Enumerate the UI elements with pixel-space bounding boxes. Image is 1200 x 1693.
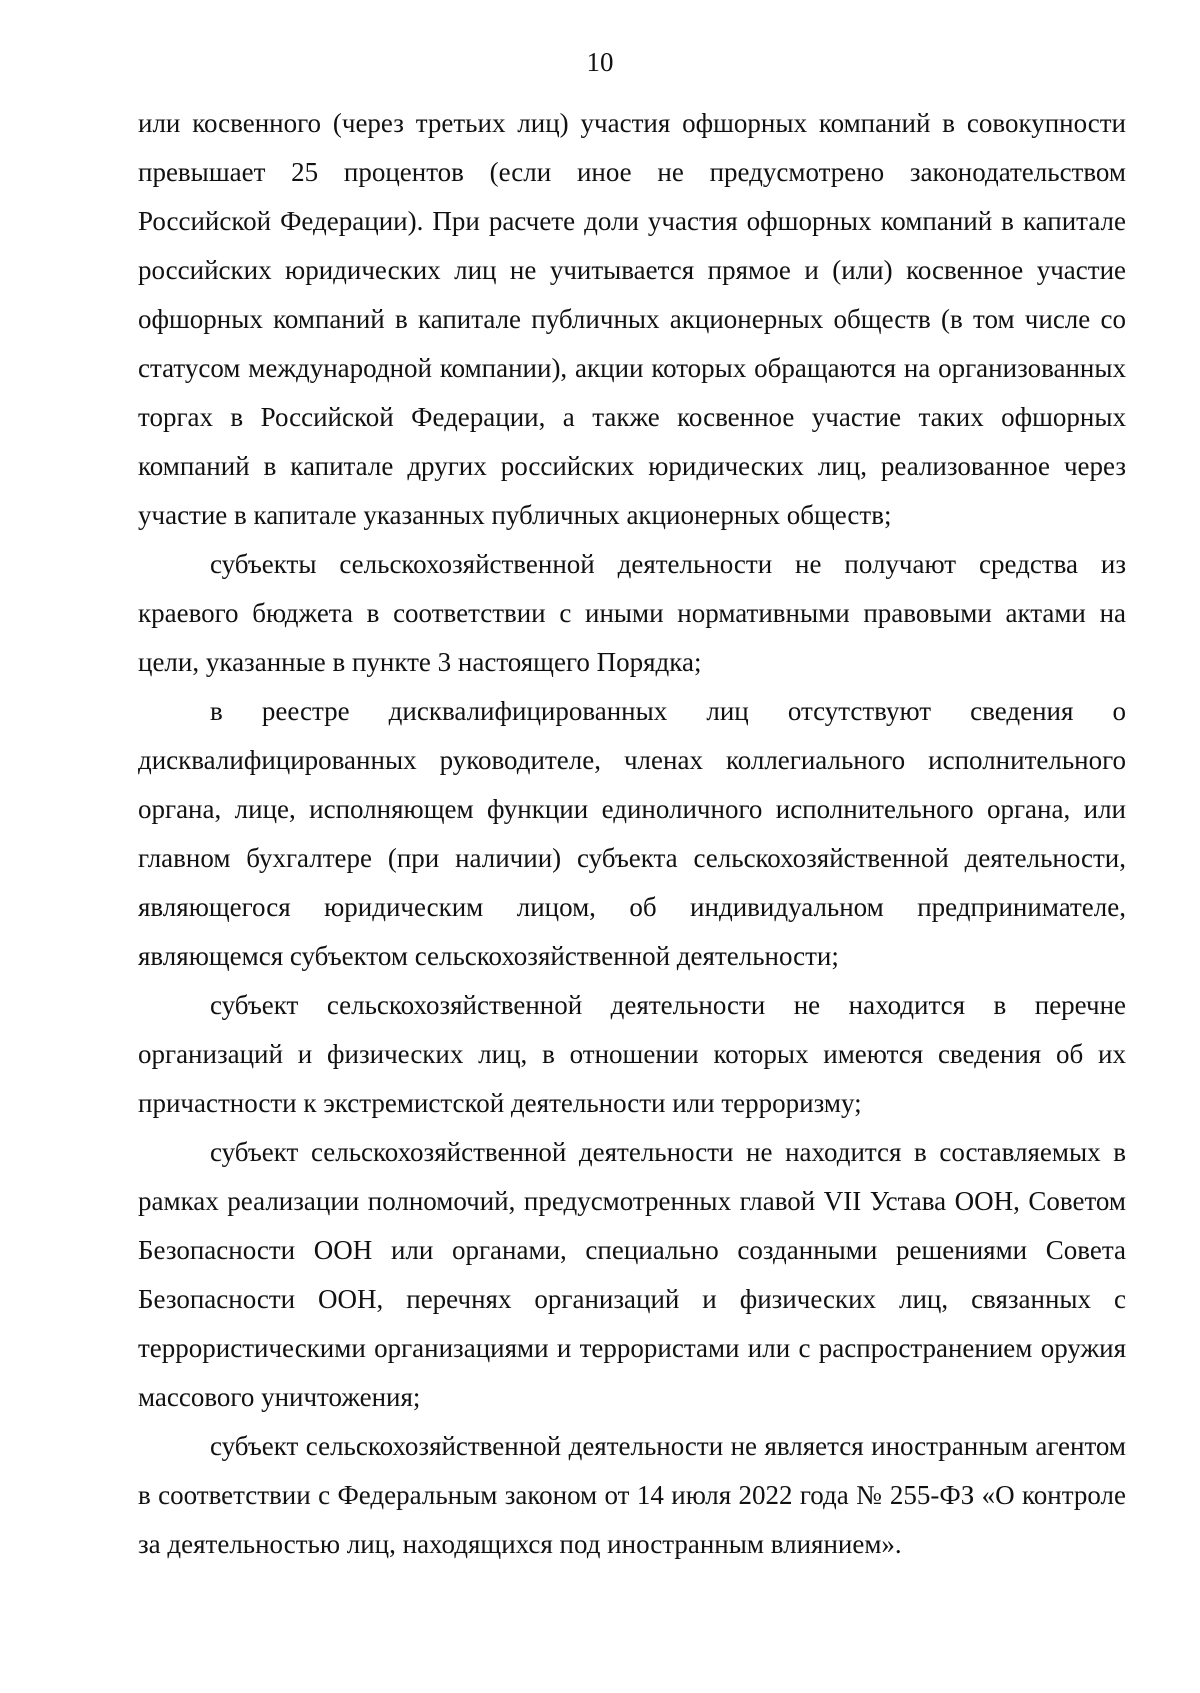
document-body [138, 99, 1126, 1569]
paragraph-disqualified-persons: в реестре дисквалифицированных лиц отсутствуют сведения о дисквалифицированных руководителе, членах коллегиального исполнительного органа, лице, исполняющем функции единоличного исполнительного органа, или главном бухгалтере (при наличии) субъекта сельскохозяйственной деятельности, являющегося юридическим лицом, об индивидуальном предпринимателе, являющемся субъектом сельскохозяйственной деятельности; [138, 696, 1126, 971]
page-number: 10 [586, 47, 614, 77]
paragraph-extremism-list: субъект сельскохозяйственной деятельности не находится в перечне организаций и физических лиц, в отношении которых имеются сведения об их причастности к экстремистской деятельности или терроризму; [138, 990, 1126, 1118]
paragraph-no-budget-funds: субъекты сельскохозяйственной деятельности не получают средства из краевого бюджета в соответствии с иными нормативными правовыми актами на цели, указанные в пункте 3 настоящего Порядка; [138, 549, 1126, 677]
paragraph-offshore-participation: или косвенного (через третьих лиц) участия офшорных компаний в совокупности превышает 25 процентов (если иное не предусмотрено законодательством Российской Федерации). При расчете доли участия офшорных компаний в капитале российских юридических лиц не учитывается прямое и (или) косвенное участие офшорных компаний в капитале публичных акционерных обществ (в том числе со статусом международной компании), акции которых обращаются на организованных торгах в Российской Федерации, а также косвенное участие таких офшорных компаний в капитале других российских юридических лиц, реализованное через участие в капитале указанных публичных акционерных обществ; [138, 108, 1126, 530]
paragraph-foreign-agent: субъект сельскохозяйственной деятельности не является иностранным агентом в соответствии с Федеральным законом от 14 июля 2022 года № 255-ФЗ «О контроле за деятельностью лиц, находящихся под иностранным влиянием». [138, 1431, 1126, 1559]
paragraph-un-security-council-lists: субъект сельскохозяйственной деятельности не находится в составляемых в рамках реализации полномочий, предусмотренных главой VII Устава ООН, Советом Безопасности ООН или органами, специально созданными решениями Совета Безопасности ООН, перечнях организаций и физических лиц, связанных с террористическими организациями и террористами или с распространением оружия массового уничтожения; [138, 1137, 1126, 1412]
